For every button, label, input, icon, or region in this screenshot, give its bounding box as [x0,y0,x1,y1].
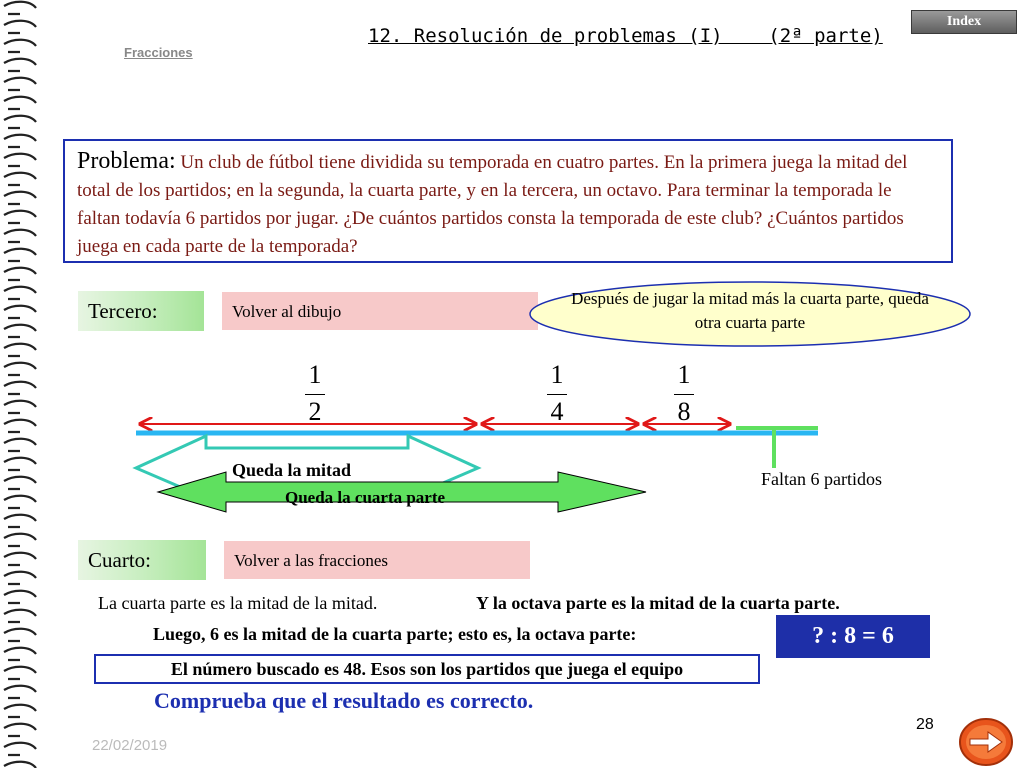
spiral-ring [4,249,36,261]
spiral-ring [4,287,36,299]
check-prompt: Comprueba que el resultado es correcto. [154,688,534,713]
spiral-ring [4,192,36,204]
problem-statement [63,139,953,263]
spiral-ring [4,268,36,280]
fraction-denominator: 8 [677,397,691,426]
fraction-numerator: 1 [550,360,564,389]
answer-box: El número buscado es 48. Esos son los partidos que juega el equipo [94,654,760,684]
explanation-line-1a: La cuarta parte es la mitad de la mitad. [98,593,378,613]
spiral-ring [4,211,36,223]
fraction-numerator: 1 [677,360,691,389]
problem-text: Un club de fútbol tiene dividida su temporada en cuatro partes. En la primera juega la mitad del total de los partidos; en la segunda, la cuarta parte, y en la tercera, un octavo. Para terminar la temporada le faltan todavía 6 partidos por jugar. ¿De cuántos partidos consta la temporada de este club? ¿Cuántos partidos juega en cada parte de la temporada? [77,152,908,257]
spiral-ring [4,59,36,71]
explanation-line-1b: Y la octava parte es la mitad de la cuarta parte. [476,593,840,613]
spiral-ring [4,401,36,413]
spiral-ring [4,40,36,52]
spiral-ring [4,743,36,755]
spiral-ring [4,306,36,318]
queda-mitad-label: Queda la mitad [232,460,352,480]
spiral-ring [4,363,36,375]
spiral-ring [4,496,36,508]
next-slide-button[interactable] [958,717,1014,767]
spiral-ring [4,610,36,622]
spiral-ring [4,2,36,14]
spiral-ring [4,477,36,489]
spiral-ring [4,344,36,356]
spiral-ring [4,382,36,394]
fraction-denominator: 2 [308,397,322,426]
footer-date: 22/02/2019 [92,737,168,754]
fraction-denominator: 4 [550,397,564,426]
spiral-ring [4,629,36,641]
spiral-ring [4,458,36,470]
spiral-ring [4,762,36,768]
spiral-ring [4,325,36,337]
spiral-ring [4,534,36,546]
subtitle-link[interactable]: Fracciones [124,45,193,60]
fraction-numerator: 1 [308,360,322,389]
faltan-label: Faltan 6 partidos [761,469,882,489]
spiral-ring [4,724,36,736]
volver-a-las-fracciones-link[interactable]: Volver a las fracciones [224,541,530,579]
spiral-ring [4,591,36,603]
volver-al-dibujo-link[interactable]: Volver al dibujo [222,292,538,330]
spiral-ring [4,553,36,565]
spiral-ring [4,667,36,679]
spiral-ring [4,97,36,109]
spiral-ring [4,420,36,432]
spiral-ring [4,705,36,717]
spiral-ring [4,21,36,33]
spiral-ring [4,439,36,451]
spiral-ring [4,230,36,242]
spiral-ring [4,572,36,584]
spiral-ring [4,116,36,128]
index-button[interactable]: Index [911,10,1017,34]
step-label-tercero: Tercero: [78,291,204,331]
explanation-line-2: Luego, 6 es la mitad de la cuarta parte; esto es, la octava parte: [153,624,637,644]
page-number: 28 [916,716,934,733]
equation-box: ? : 8 = 6 [776,615,930,658]
hint-bubble-text: Después de jugar la mitad más la cuarta parte, queda otra cuarta parte [571,289,929,332]
spiral-ring [4,173,36,185]
spiral-ring [4,154,36,166]
spiral-ring [4,515,36,527]
spiral-ring [4,648,36,660]
page-title: 12. Resolución de problemas (I) (2ª parte) [368,25,883,47]
queda-cuarta-label: Queda la cuarta parte [285,488,446,507]
spiral-ring [4,78,36,90]
problem-lead: Problema: [77,148,176,174]
spiral-ring [4,135,36,147]
spiral-ring [4,686,36,698]
step-label-cuarto: Cuarto: [78,540,206,580]
spiral-binding [0,0,44,768]
